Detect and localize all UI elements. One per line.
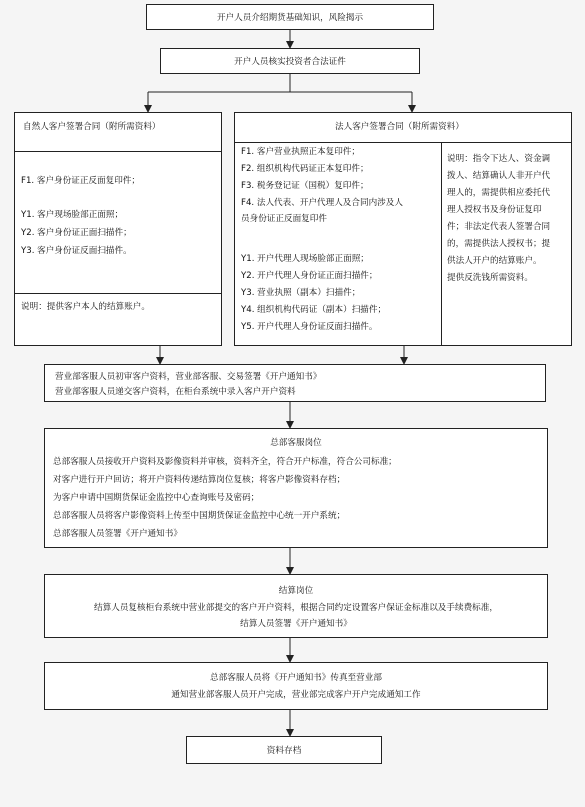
legal-person-title: 法人客户签署合同（附所需资料） xyxy=(335,122,464,132)
legal-y1: Y1. 开户代理人现场脸部正面照； xyxy=(241,254,369,264)
step-risk-disclosure xyxy=(146,4,434,30)
natural-title-divider xyxy=(15,151,221,152)
step-verify-documents-text: 开户人员核实投资者合法证件 xyxy=(234,57,346,67)
natural-y1: Y1. 客户现场脸部正面照； xyxy=(21,210,124,220)
legal-f2: F2. 组织机构代码证正本复印件； xyxy=(241,164,369,174)
natural-y3: Y3. 客户身份证反面扫描件。 xyxy=(21,246,132,256)
step-settlement-title: 结算岗位 xyxy=(278,586,314,596)
legal-y3: Y3. 营业执照（副本）扫描件； xyxy=(241,288,361,298)
legal-f4-cont: 员身份证正反面复印件 xyxy=(241,214,327,224)
step-settlement-line-1: 结算人员复核柜台系统中营业部提交的客户开户资料，根据合同约定设置客户保证金标准以及手续费标准， xyxy=(94,603,498,613)
step-hq-customer-service xyxy=(44,428,548,548)
step-branch-review-line-2: 营业部客服人员递交客户资料，在柜台系统中录入客户开户资料 xyxy=(55,387,296,397)
legal-y5: Y5. 开户代理人身份证反面扫描件。 xyxy=(241,322,378,332)
legal-note-6: 的，需提供法人授权书；提 xyxy=(447,239,551,249)
natural-note-divider xyxy=(15,293,221,294)
step-archive xyxy=(186,736,382,764)
legal-column-divider xyxy=(441,142,442,345)
legal-note-1: 说明：指令下达人、资金调 xyxy=(447,154,551,164)
step-fax-line-1: 总部客服人员将《开户通知书》传真至营业部 xyxy=(210,673,382,683)
legal-note-4: 理人授权书及身份证复印 xyxy=(447,205,542,215)
legal-person-contract-box xyxy=(234,112,572,346)
step-hq-line-2: 对客户进行开户回访；将开户资料传递结算岗位复核；将客户影像资料存档； xyxy=(53,475,346,485)
legal-title-divider xyxy=(235,142,571,143)
natural-f1: F1. 客户身份证正反面复印件； xyxy=(21,176,140,186)
step-fax-notification xyxy=(44,662,548,710)
legal-f4: F4. 法人代表、开户代理人及合同内涉及人 xyxy=(241,198,403,208)
natural-person-contract-box xyxy=(14,112,222,346)
legal-f1: F1. 客户营业执照正本复印件； xyxy=(241,147,360,157)
step-branch-review-line-1: 营业部客服人员初审客户资料，营业部客服、交易签署《开户通知书》 xyxy=(55,372,322,382)
step-settlement-line-2: 结算人员签署《开户通知书》 xyxy=(240,619,352,629)
step-verify-documents xyxy=(160,48,420,74)
step-hq-line-1: 总部客服人员接收开户资料及影像资料并审核，资料齐全，符合开户标准，符合公司标准； xyxy=(53,457,397,467)
step-archive-text: 资料存档 xyxy=(266,746,302,756)
legal-note-8: 提供反洗钱所需资料。 xyxy=(447,273,533,283)
step-hq-line-5: 总部客服人员签署《开户通知书》 xyxy=(53,529,182,539)
natural-person-title: 自然人客户签署合同（附所需资料） xyxy=(23,122,161,132)
legal-note-2: 拨人、结算确认人非开户代 xyxy=(447,171,551,181)
step-risk-disclosure-text: 开户人员介绍期货基础知识，风险揭示 xyxy=(216,13,364,23)
legal-note-7: 供法人开户的结算账户。 xyxy=(447,256,542,266)
legal-y4: Y4. 组织机构代码证（副本）扫描件； xyxy=(241,305,387,315)
step-branch-review xyxy=(44,364,546,402)
natural-note: 说明：提供客户本人的结算账户。 xyxy=(21,302,150,312)
legal-note-3: 理人的，需提供相应委托代 xyxy=(447,188,551,198)
legal-note-5: 件；非法定代表人签署合同 xyxy=(447,222,551,232)
natural-y2: Y2. 客户身份证正面扫描件； xyxy=(21,228,132,238)
step-fax-line-2: 通知营业部客服人员开户完成，营业部完成客户开户完成通知工作 xyxy=(171,690,421,700)
step-settlement xyxy=(44,574,548,638)
step-hq-line-3: 为客户申请中国期货保证金监控中心查询账号及密码； xyxy=(53,493,260,503)
legal-y2: Y2. 开户代理人身份证正面扫描件； xyxy=(241,271,378,281)
step-hq-line-4: 总部客服人员将客户影像资料上传至中国期货保证金监控中心统一开户系统； xyxy=(53,511,346,521)
step-hq-title: 总部客服岗位 xyxy=(270,438,322,448)
legal-f3: F3. 税务登记证（国税）复印件； xyxy=(241,181,369,191)
